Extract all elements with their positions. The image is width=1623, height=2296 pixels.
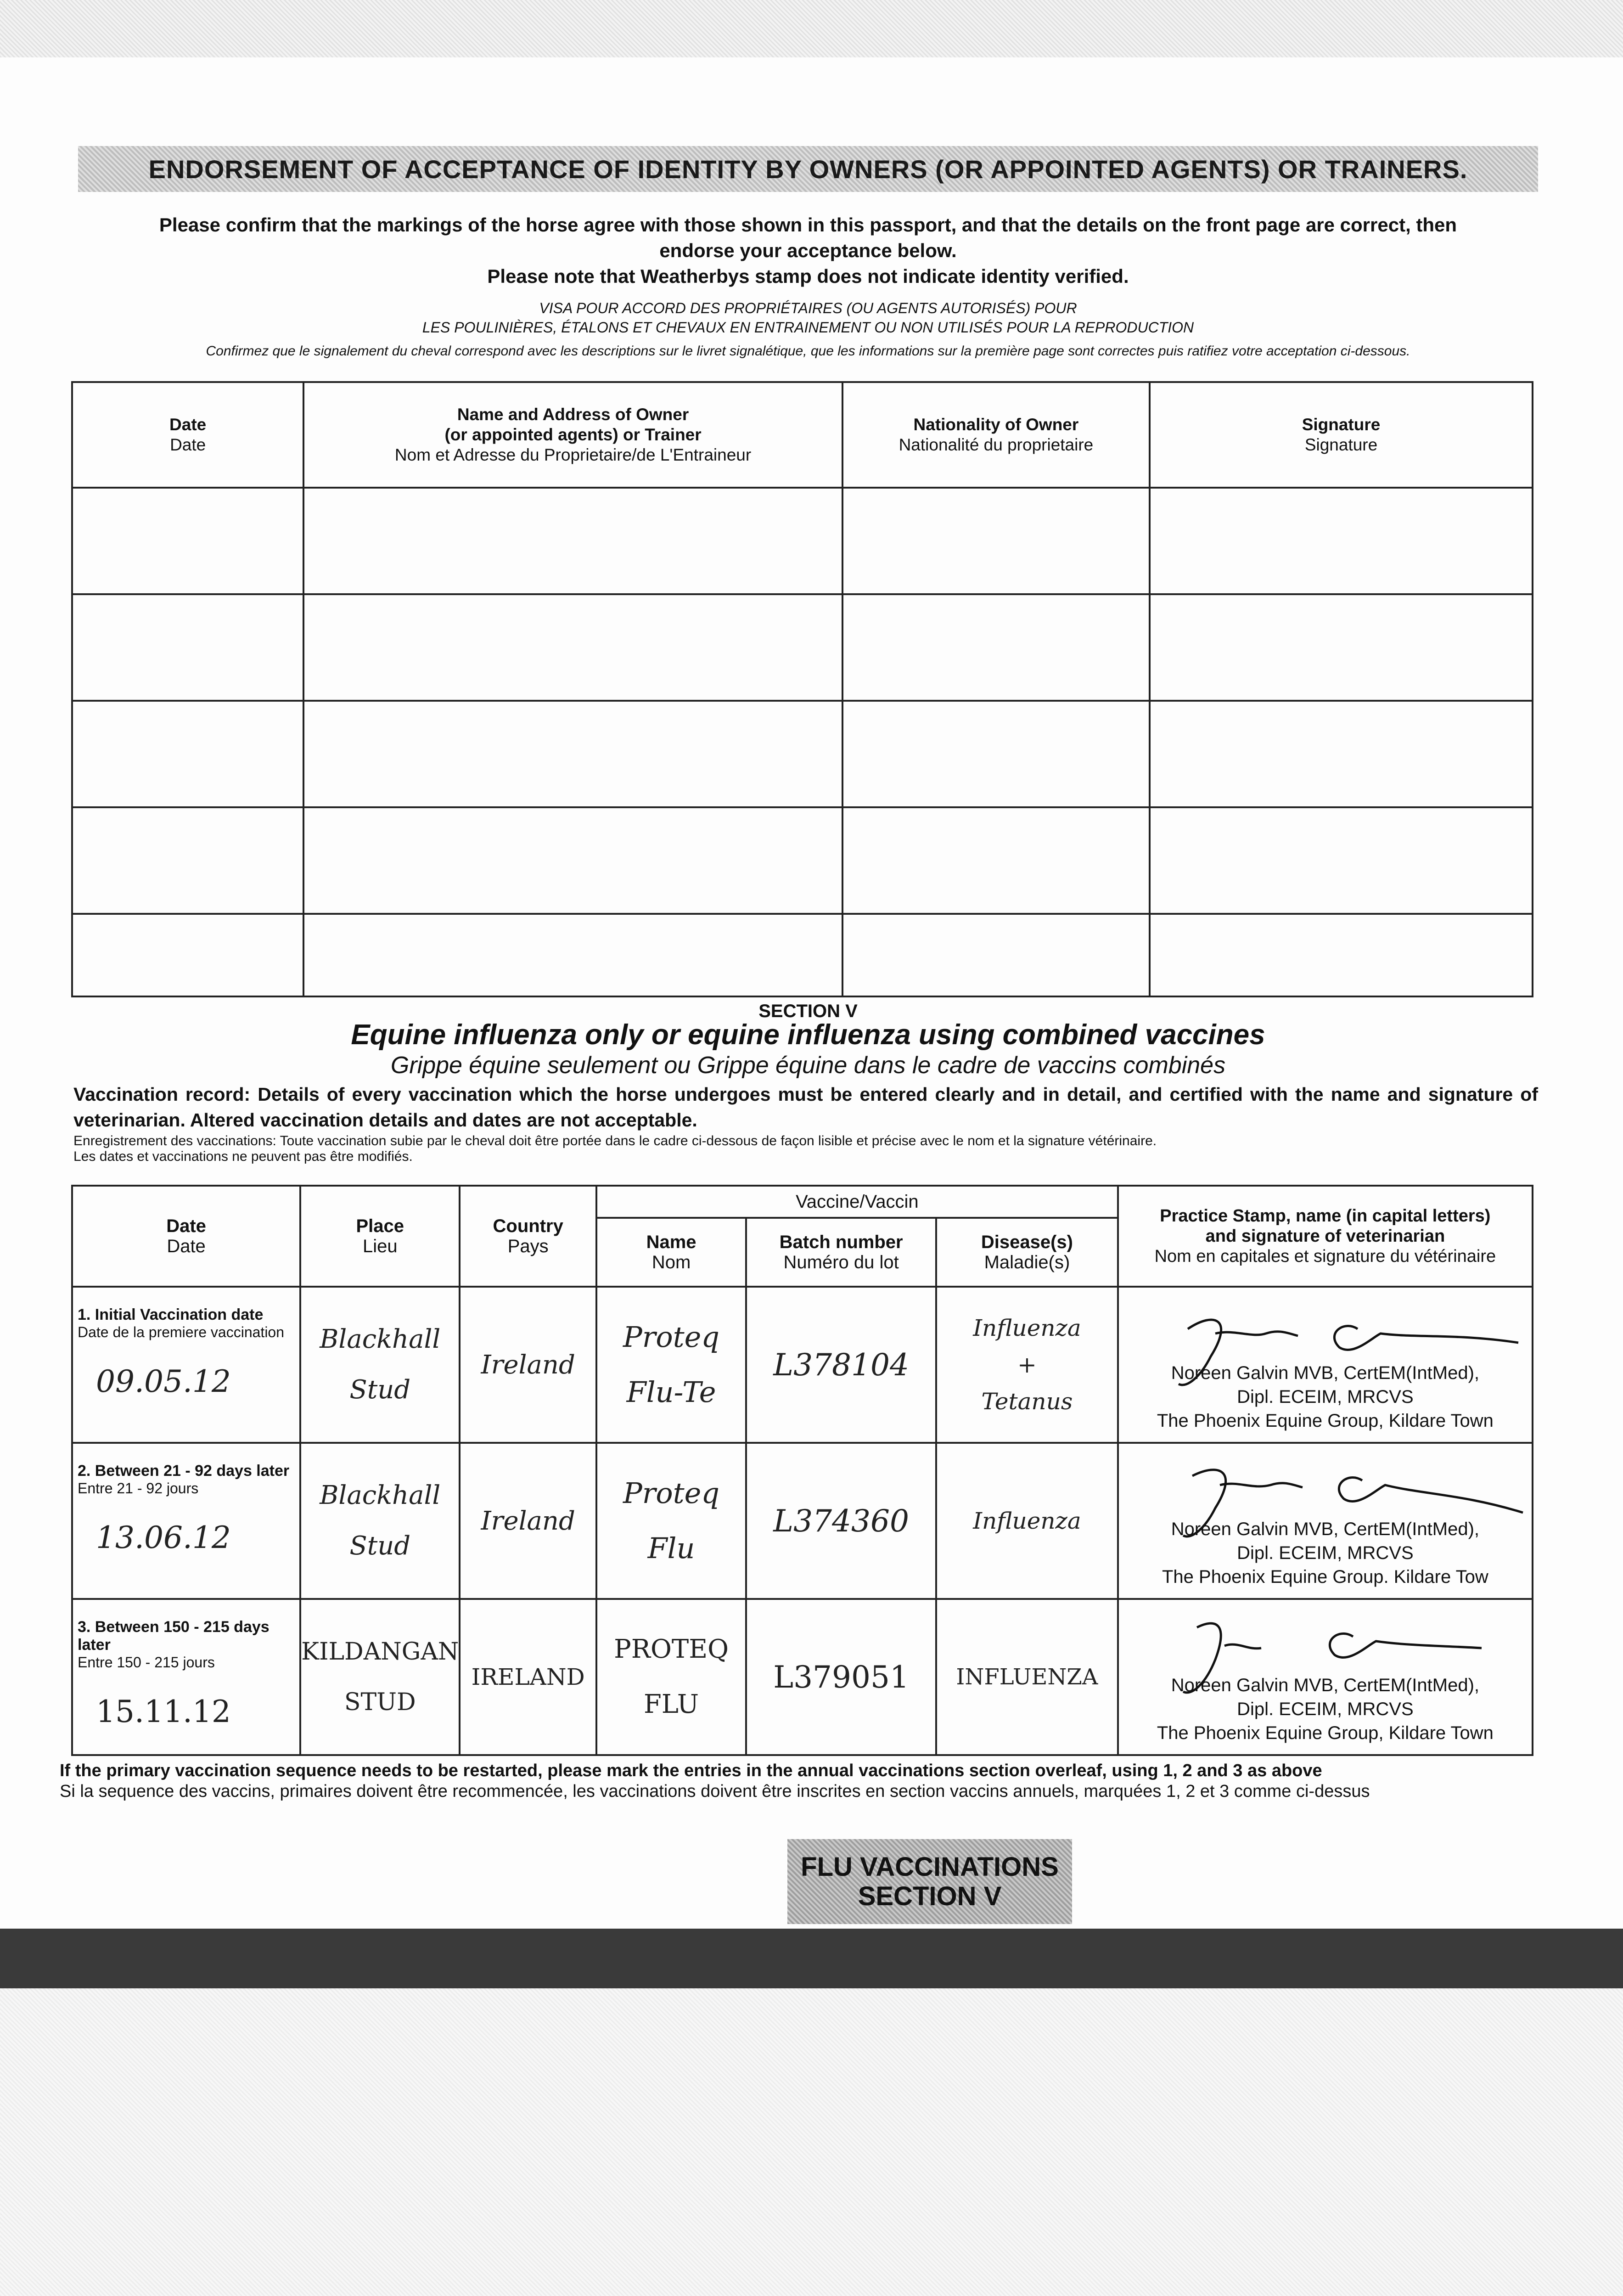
endorsement-cell[interactable] — [1150, 914, 1533, 996]
vaccination-row-1 — [72, 1287, 1533, 1443]
endorsement-cell[interactable] — [72, 701, 303, 807]
endorsement-cell[interactable] — [1150, 594, 1533, 701]
practice-stamp-cell[interactable] — [1118, 1599, 1533, 1755]
confirm-instructions — [64, 212, 1552, 289]
vet-quals: Dipl. ECEIM, MRCVS — [1237, 1699, 1414, 1719]
endorsement-table — [71, 381, 1533, 997]
vet-practice: The Phoenix Equine Group, Kildare Town — [1157, 1723, 1494, 1743]
section-label: SECTION V — [758, 1001, 858, 1021]
vet-name: Noreen Galvin MVB, CertEM(IntMed), — [1171, 1675, 1480, 1695]
vet-signature — [1160, 1453, 1537, 1545]
vcol-country: Country Pays — [460, 1186, 596, 1287]
endorsement-cell[interactable] — [303, 594, 842, 701]
confirm-line-2: endorse your acceptance below. — [659, 240, 957, 261]
vcol-place: Place Lieu — [300, 1186, 460, 1287]
section-title: Equine influenza only or equine influenza using combined vaccines — [351, 1019, 1265, 1051]
endorsement-cell[interactable] — [842, 914, 1150, 996]
vet-quals: Dipl. ECEIM, MRCVS — [1237, 1387, 1414, 1407]
endorsement-row — [72, 914, 1533, 996]
restart-note-french: Si la sequence des vaccins, primaires doivent être recommencée, les vaccinations doivent être inscrites en section vaccins annuels, marquées 1, 2 et 3 comme ci-dessus — [60, 1782, 1370, 1801]
scan-border-top — [0, 0, 1623, 57]
scan-background — [0, 1988, 1623, 2296]
vcol-disease: Disease(s) Maladie(s) — [936, 1218, 1118, 1287]
endorsement-header-row — [72, 382, 1533, 488]
vet-name: Noreen Galvin MVB, CertEM(IntMed), — [1171, 1519, 1480, 1539]
vaccination-header-row — [72, 1186, 1533, 1218]
col-nationality: Nationality of Owner Nationalité du proprietaire — [842, 382, 1150, 488]
visa-line-1: VISA POUR ACCORD DES PROPRIÉTAIRES (OU AGENTS AUTORISÉS) POUR — [539, 300, 1077, 316]
vcol-vaccine: Vaccine/Vaccin — [596, 1186, 1118, 1218]
endorsement-cell[interactable] — [1150, 807, 1533, 914]
vaccination-date: 15.11.12 — [96, 1694, 231, 1729]
vaccination-date-cell[interactable]: 1. Initial Vaccination date Date de la premiere vaccination 09.05.12 — [72, 1287, 300, 1443]
endorsement-cell[interactable] — [72, 807, 303, 914]
endorsement-title: ENDORSEMENT OF ACCEPTANCE OF IDENTITY BY OWNERS (OR APPOINTED AGENTS) OR TRAINERS. — [148, 154, 1468, 184]
endorsement-banner — [78, 146, 1538, 192]
visa-line-2: LES POULINIÈRES, ÉTALONS ET CHEVAUX EN ENTRAINEMENT OU NON UTILISÉS POUR LA REPRODUCTION — [422, 319, 1194, 336]
endorsement-cell[interactable] — [842, 594, 1150, 701]
vaccination-record-text: Vaccination record: Details of every vaccination which the horse undergoes must be entered clearly and in detail, and certified with the name and signature of veterinarian. Altered vaccination details and dates are not acceptable. — [73, 1084, 1538, 1131]
tab-line-1: FLU VACCINATIONS — [801, 1851, 1059, 1882]
col-owner: Name and Address of Owner (or appointed agents) or Trainer Nom et Adresse du Proprietaire/de L'Entraineur — [303, 382, 842, 488]
disease-cell[interactable]: INFLUENZA — [936, 1599, 1118, 1755]
vcol-name: Name Nom — [596, 1218, 746, 1287]
endorsement-cell[interactable] — [842, 701, 1150, 807]
vaccine-name-cell[interactable]: Proteq Flu — [596, 1443, 746, 1599]
scan-border-bottom — [0, 1929, 1623, 1988]
vaccination-date-cell[interactable]: 2. Between 21 - 92 days later Entre 21 - 92 jours 13.06.12 — [72, 1443, 300, 1599]
country-cell[interactable]: Ireland — [460, 1287, 596, 1443]
place-cell[interactable]: Blackhall Stud — [300, 1287, 460, 1443]
vaccine-name-cell[interactable]: PROTEQ FLU — [596, 1599, 746, 1755]
flu-vaccinations-tab — [787, 1839, 1072, 1924]
visa-note — [64, 298, 1552, 337]
vaccination-record-french: Enregistrement des vaccinations: Toute vaccination subie par le cheval doit être portée dans le cadre ci-dessous de façon lisible et précise avec le nom et la signature vétérinaire. Les dates et vaccinations ne peuvent pas être modifiés. — [73, 1133, 1157, 1164]
endorsement-cell[interactable] — [1150, 488, 1533, 594]
tab-line-2: SECTION V — [858, 1881, 1002, 1911]
vaccination-date-cell[interactable]: 3. Between 150 - 215 days later Entre 150 - 215 jours 15.11.12 — [72, 1599, 300, 1755]
vet-quals: Dipl. ECEIM, MRCVS — [1237, 1543, 1414, 1563]
vcol-practice: Practice Stamp, name (in capital letters) and signature of veterinarian Nom en capitales et signature du vétérinaire — [1118, 1186, 1533, 1287]
endorsement-row — [72, 488, 1533, 594]
country-cell[interactable]: Ireland — [460, 1443, 596, 1599]
batch-cell[interactable]: L374360 — [746, 1443, 936, 1599]
endorsement-cell[interactable] — [842, 488, 1150, 594]
restart-note: If the primary vaccination sequence needs to be restarted, please mark the entries in the annual vaccinations section overleaf, using 1, 2 and 3 as above — [60, 1761, 1322, 1780]
endorsement-cell[interactable] — [72, 914, 303, 996]
endorsement-cell[interactable] — [1150, 701, 1533, 807]
vaccination-date: 09.05.12 — [96, 1364, 231, 1399]
endorsement-row — [72, 701, 1533, 807]
confirm-french: Confirmez que le signalement du cheval correspond avec les descriptions sur le livret signalétique, que les informations sur la première page sont correctes puis ratifiez votre acceptation ci-dessous. — [206, 343, 1410, 359]
stamp-note: Please note that Weatherbys stamp does not indicate identity verified. — [487, 265, 1129, 287]
country-cell[interactable]: IRELAND — [460, 1599, 596, 1755]
batch-cell[interactable]: L378104 — [746, 1287, 936, 1443]
vaccine-name-cell[interactable]: Proteq Flu-Te — [596, 1287, 746, 1443]
vaccination-row-3 — [72, 1599, 1533, 1755]
endorsement-cell[interactable] — [72, 594, 303, 701]
vaccination-date: 13.06.12 — [96, 1520, 231, 1555]
vaccination-row-2 — [72, 1443, 1533, 1599]
vet-name: Noreen Galvin MVB, CertEM(IntMed), — [1171, 1363, 1480, 1383]
vcol-batch: Batch number Numéro du lot — [746, 1218, 936, 1287]
col-date: Date Date — [72, 382, 303, 488]
vet-signature — [1160, 1301, 1537, 1393]
place-cell[interactable]: KILDANGAN STUD — [300, 1599, 460, 1755]
col-signature: Signature Signature — [1150, 382, 1533, 488]
vcol-date: Date Date — [72, 1186, 300, 1287]
endorsement-cell[interactable] — [842, 807, 1150, 914]
endorsement-cell[interactable] — [72, 488, 303, 594]
endorsement-row — [72, 807, 1533, 914]
disease-cell[interactable]: Influenza — [936, 1443, 1118, 1599]
section-title-french: Grippe équine seulement ou Grippe équine dans le cadre de vaccins combinés — [390, 1052, 1226, 1079]
vet-practice: The Phoenix Equine Group, Kildare Town — [1157, 1411, 1494, 1431]
practice-stamp-cell[interactable] — [1118, 1443, 1533, 1599]
endorsement-cell[interactable] — [303, 488, 842, 594]
endorsement-row — [72, 594, 1533, 701]
endorsement-cell[interactable] — [303, 701, 842, 807]
batch-cell[interactable]: L379051 — [746, 1599, 936, 1755]
vet-practice: The Phoenix Equine Group. Kildare Tow — [1162, 1567, 1488, 1587]
disease-cell[interactable]: Influenza + Tetanus — [936, 1287, 1118, 1443]
vaccination-table — [71, 1185, 1533, 1756]
place-cell[interactable]: Blackhall Stud — [300, 1443, 460, 1599]
confirm-line-1: Please confirm that the markings of the horse agree with those shown in this passport, and that the details on the front page are correct, then — [159, 214, 1457, 236]
vet-signature — [1160, 1609, 1537, 1701]
endorsement-cell[interactable] — [303, 914, 842, 996]
practice-stamp-cell[interactable] — [1118, 1287, 1533, 1443]
endorsement-cell[interactable] — [303, 807, 842, 914]
